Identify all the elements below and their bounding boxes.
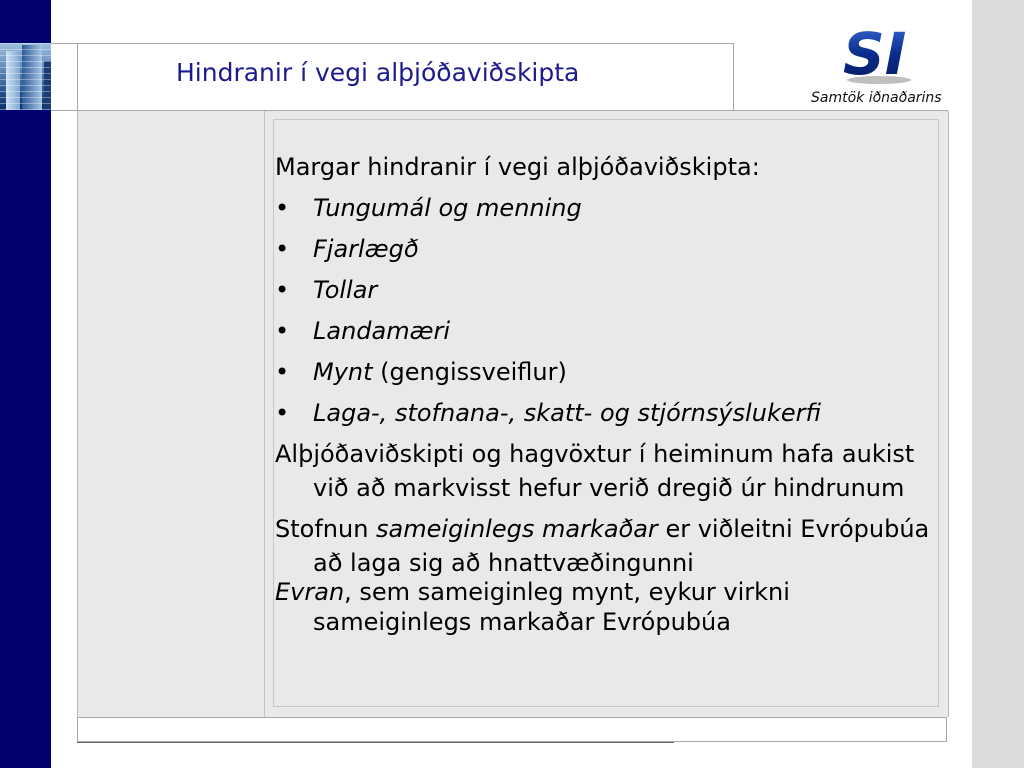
list-item-plain: (gengissveiflur)	[372, 358, 567, 386]
list-item-italic: Tungumál og menning	[313, 194, 582, 222]
bullet-icon: •	[275, 399, 290, 427]
intro-text: Margar hindranir í vegi alþjóðaviðskipta:	[275, 153, 760, 181]
left-accent-bar	[0, 0, 51, 768]
list-item-italic: Mynt	[313, 358, 373, 386]
list-item	[275, 232, 939, 266]
list-item	[275, 396, 939, 430]
logo-caption: Samtök iðnaðarins	[811, 90, 942, 106]
list-item-italic: Tollar	[313, 276, 378, 304]
slide-title: Hindranir í vegi alþjóðaviðskipta	[176, 58, 580, 87]
list-item	[275, 273, 939, 307]
paragraph-text: , sem sameiginleg mynt, eykur virkni sameiginlegs markaðar Evrópubúa	[313, 578, 790, 636]
bullet-icon: •	[275, 235, 290, 263]
title-left-rule	[77, 43, 78, 111]
bullet-icon: •	[275, 276, 290, 304]
footer-box	[77, 717, 947, 742]
bullet-icon: •	[275, 317, 290, 345]
paragraph-growth: Alþjóðaviðskipti og hagvöxtur í heiminum hafa aukist við að markvisst hefur verið dregið úr hindrunum	[275, 440, 915, 502]
footer-rule	[77, 742, 674, 743]
paragraph-text: Stofnun	[275, 515, 377, 543]
si-logo-icon	[841, 20, 911, 86]
list-item-italic: Laga-, stofnana-, skatt- og stjórnsýslukerfi	[313, 399, 821, 427]
paragraph-italic: sameiginlegs markaðar	[376, 515, 658, 543]
slide-body	[275, 150, 939, 644]
list-item	[275, 355, 939, 389]
bullet-icon: •	[275, 194, 290, 222]
title-right-rule	[733, 43, 734, 111]
panel-divider	[264, 111, 265, 717]
list-item-italic: Landamæri	[313, 317, 451, 345]
building-photo-icon	[0, 43, 51, 110]
list-item	[275, 314, 939, 348]
title-top-rule	[51, 43, 734, 44]
paragraph-italic: Evran	[275, 578, 345, 606]
paragraph-euro	[275, 577, 939, 637]
list-item-italic: Fjarlægð	[313, 235, 419, 263]
paragraph-common-market	[275, 512, 939, 580]
right-margin-strip	[972, 0, 1024, 768]
bullet-icon: •	[275, 358, 290, 386]
list-item	[275, 191, 939, 225]
si-logo-mark: SI	[843, 20, 907, 86]
paragraph-text: er viðleitni Evrópubúa að laga sig að hnattvæðingunni	[313, 515, 930, 577]
